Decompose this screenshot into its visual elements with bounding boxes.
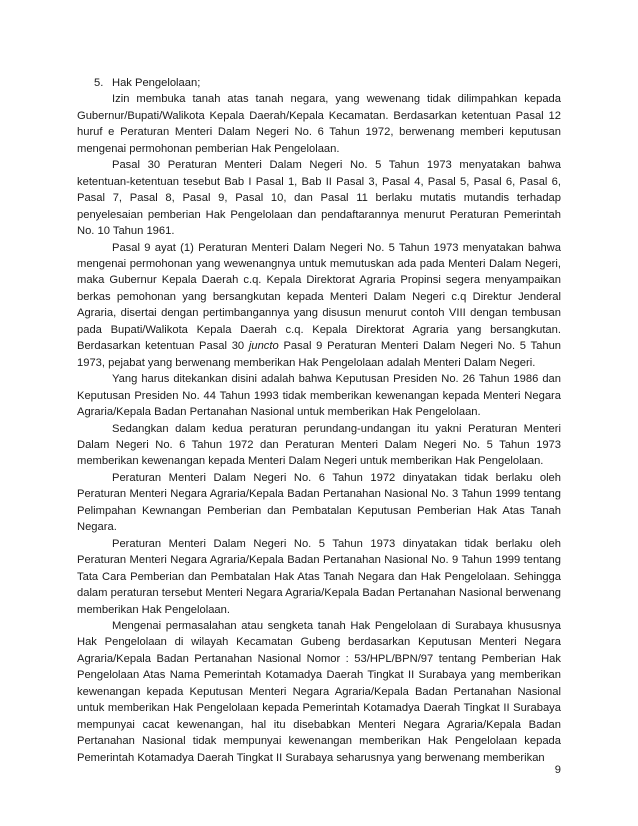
page-body xyxy=(77,75,561,766)
paragraph-7: Peraturan Menteri Dalam Negeri No. 5 Tahun 1973 dinyatakan tidak berlaku oleh Peraturan Menteri Negara Agraria/Kepala Badan Pertanahan Nasional No. 9 Tahun 1999 tentang Tata Cara Pemberian dan Pembatalan Hak Atas Tanah Negara dan Hak Pengelolaan. Sehingga dalam peraturan tersebut Menteri Negara Agraria/Kepala Badan Pertanahan Nasional berwenang memberikan Hak Pengelolaan. xyxy=(77,537,561,616)
paragraph-3-text-b: Pasal 9 Peraturan Menteri Dalam Negeri No. 5 Tahun 1973, pejabat yang berwenang memberikan Hak Pengelolaan adalah Menteri Dalam Negeri. xyxy=(77,340,562,369)
list-item-title: Hak Pengelolaan; xyxy=(112,77,201,89)
list-item-hak-pengelolaan xyxy=(77,75,561,91)
paragraph-6: Peraturan Menteri Dalam Negeri No. 6 Tahun 1972 dinyatakan tidak berlaku oleh Peraturan Menteri Negara Agraria/Kepala Badan Pertanahan Nasional No. 3 Tahun 1999 tentang Pelimpahan Kewnangan Pemberian dan Pembatalan Keputusan Pemberian Hak Atas Tanah Negara. xyxy=(77,471,561,534)
paragraph-2: Pasal 30 Peraturan Menteri Dalam Negeri No. 5 Tahun 1973 menyatakan bahwa ketentuan-ketentuan tesebut Bab I Pasal 1, Bab II Pasal 3, Pasal 4, Pasal 5, Pasal 6, Pasal 6, Pasal 7, Pasal 8, Pasal 9, Pasal 10, dan Pasal 11 berlaku mutatis mutandis terhadap penyelesaian pemberian Hak Pengelolaan dan pendaftarannya menurut Peraturan Pemerintah No. 10 Tahun 1961. xyxy=(77,159,561,238)
paragraph-3-text-a: Pasal 9 ayat (1) Peraturan Menteri Dalam Negeri No. 5 Tahun 1973 menyatakan bahwa mengenai permohonan yang wewenangnya untuk memutuskan ada pada Menteri Dalam Negeri, maka Gubernur Kepala Daerah c.q. Kepala Direktorat Agraria Propinsi segera menyampaikan berkas pemohonan yang bersangkutan kepada Menteri Dalam Negeri c.q Direktur Jenderal Agraria, disertai dengan pertimbangannya yang disusun menurut contoh VIII dengan tembusan pada Bupati/Walikota Kepala Daerah c.q. Kepala Direktorat Agraria yang bersangkutan. Berdasarkan ketentuan Pasal 30 xyxy=(77,241,561,353)
paragraph-3 xyxy=(77,240,561,372)
paragraph-4: Yang harus ditekankan disini adalah bahwa Keputusan Presiden No. 26 Tahun 1986 dan Keputusan Presiden No. 44 Tahun 1993 tidak memberikan kewenangan kepada Menteri Negara Agraria/Kepala Badan Pertanahan Nasional untuk memberikan Hak Pengelolaan. xyxy=(77,373,561,419)
paragraph-8: Mengenai permasalahan atau sengketa tanah Hak Pengelolaan di Surabaya khususnya Hak Pengelolaan di wilayah Kecamatan Gubeng berdasarkan Keputusan Menteri Negara Agraria/Kepala Badan Pertanahan Nasional Nomor : 53/HPL/BPN/97 tentang Pemberian Hak Pengelolaan Atas Nama Pemerintah Kotamadya Daerah Tingkat II Surabaya yang memberikan kewenangan kepada Keputusan Menteri Negara Agraria/Kepala Badan Pertanahan Nasional untuk memberikan Hak Pengelolaan kepada Pemerintah Kotamadya Daerah Tingkat II Surabaya mempunyai cacat kewenangan, hal itu disebabkan Menteri Negara Agraria/Kepala Badan Pertanahan Nasional tidak mempunyai kewenangan memberikan Hak Pengelolaan kepada Pemerintah Kotamadya Daerah Tingkat II Surabaya seharusnya yang berwenang memberikan xyxy=(77,619,561,764)
paragraph-5: Sedangkan dalam kedua peraturan perundang-undangan itu yakni Peraturan Menteri Dalam Negeri No. 6 Tahun 1972 dan Peraturan Menteri Dalam Negeri No. 5 Tahun 1973 memberikan kewenangan kepada Menteri Dalam Negeri untuk memberikan Hak Pengelolaan. xyxy=(77,422,561,468)
paragraph-3-italic-term: juncto xyxy=(248,340,279,353)
page-number: 9 xyxy=(554,764,561,776)
list-item-number: 5. xyxy=(94,77,104,89)
paragraph-1: Izin membuka tanah atas tanah negara, yang wewenang tidak dilimpahkan kepada Gubernur/Bupati/Walikota Kepala Daerah/Kepala Kecamatan. Berdasarkan ketentuan Pasal 12 huruf e Peraturan Menteri Dalam Negeri No. 6 Tahun 1972, berwenang memberi keputusan mengenai permohonan pemberian Hak Pengelolaan. xyxy=(77,93,561,155)
